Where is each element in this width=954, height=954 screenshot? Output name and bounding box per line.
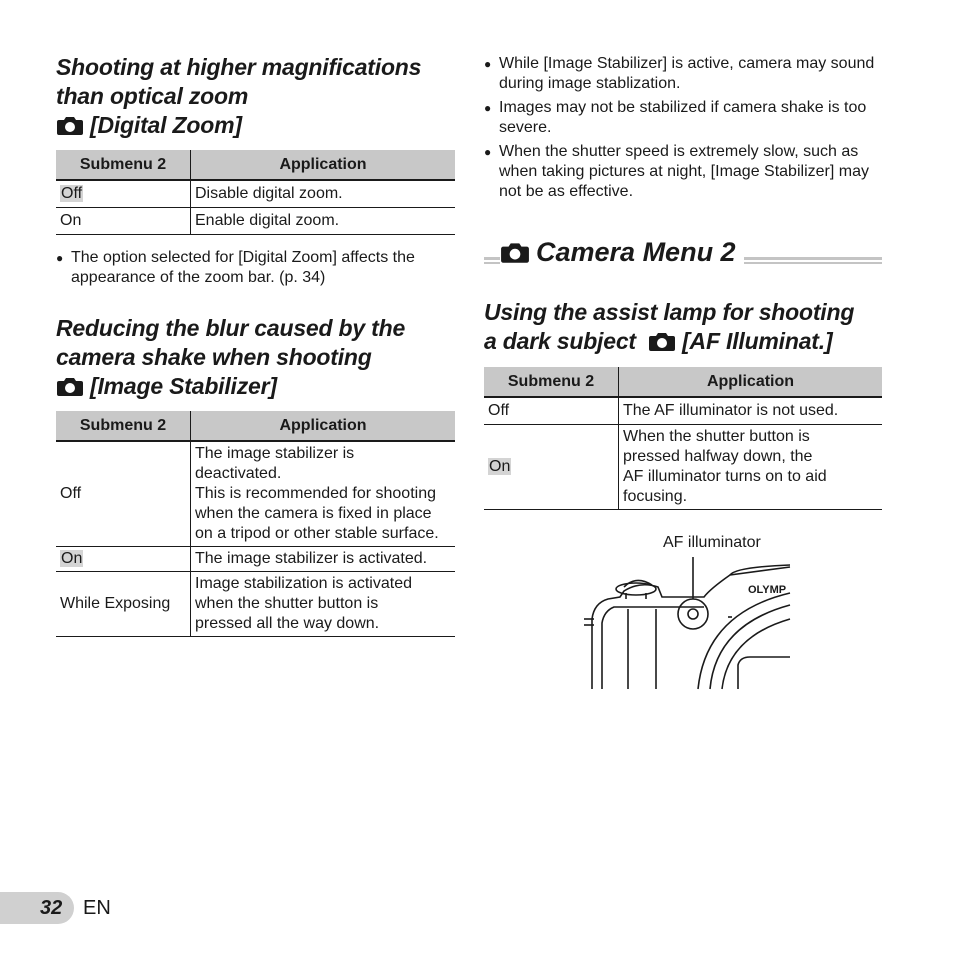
option-cell: On bbox=[56, 208, 191, 235]
camera-icon bbox=[56, 114, 84, 136]
header-submenu: Submenu 2 bbox=[56, 150, 191, 180]
af-illuminat-title: Using the assist lamp for shooting a dark subject [AF Illuminat.] bbox=[484, 299, 855, 354]
table-row bbox=[56, 208, 455, 235]
application-cell: Image stabilization is activated when the shutter button is pressed all the way down. bbox=[191, 572, 456, 637]
option-off-highlighted: Off bbox=[61, 185, 83, 202]
application-cell: Enable digital zoom. bbox=[191, 208, 456, 235]
af-illuminator-label: AF illuminator bbox=[663, 534, 761, 551]
table-row bbox=[484, 397, 882, 425]
table-header bbox=[56, 150, 455, 180]
header-submenu: Submenu 2 bbox=[484, 367, 619, 397]
digital-zoom-table bbox=[56, 150, 455, 235]
table-row bbox=[56, 572, 455, 637]
camera-icon bbox=[500, 240, 530, 264]
option-on-highlighted: On bbox=[489, 458, 511, 475]
note-item: ● Images may not be stabilized if camera shake is too severe. bbox=[484, 98, 882, 138]
af-illuminat-table bbox=[484, 367, 882, 510]
application-cell: The image stabilizer is deactivated. This is recommended for shooting when the camera is fixed in place on a tripod or other stable surface. bbox=[191, 441, 456, 547]
page-language: EN bbox=[83, 897, 111, 919]
header-application: Application bbox=[191, 411, 456, 441]
camera-menu-2-heading bbox=[484, 234, 882, 270]
option-cell: Off bbox=[56, 441, 191, 547]
option-on-highlighted: On bbox=[61, 550, 83, 567]
note-item: ● The option selected for [Digital Zoom] affects the appearance of the zoom bar. (p. 34) bbox=[56, 248, 455, 288]
digital-zoom-title: Shooting at higher magnifications than optical zoom [Digital Zoom] bbox=[56, 54, 422, 138]
table-row bbox=[56, 441, 455, 547]
note-item: ● While [Image Stabilizer] is active, camera may sound during image stablization. bbox=[484, 54, 882, 94]
table-row bbox=[56, 547, 455, 572]
header-application: Application bbox=[619, 367, 883, 397]
application-cell: Disable digital zoom. bbox=[191, 180, 456, 208]
application-cell: The image stabilizer is activated. bbox=[191, 547, 456, 572]
brand-logo-text: OLYMP bbox=[748, 584, 787, 596]
application-cell: The AF illuminator is not used. bbox=[619, 397, 883, 425]
stabilizer-notes bbox=[484, 54, 882, 206]
camera-icon bbox=[56, 375, 84, 397]
camera-illustration bbox=[580, 553, 792, 693]
page-number: 32 bbox=[40, 897, 63, 919]
note-item: ● When the shutter speed is extremely slow, such as when taking pictures at night, [Image Stabilizer] may not be as effective. bbox=[484, 142, 882, 202]
table-header bbox=[56, 411, 455, 441]
digital-zoom-notes bbox=[56, 248, 455, 292]
table-row bbox=[56, 180, 455, 208]
camera-icon bbox=[648, 330, 676, 352]
header-application: Application bbox=[191, 150, 456, 180]
application-cell: When the shutter button is pressed halfway down, the AF illuminator turns on to aid focusing. bbox=[619, 425, 883, 510]
option-cell: While Exposing bbox=[56, 572, 191, 637]
header-submenu: Submenu 2 bbox=[56, 411, 191, 441]
image-stabilizer-title: Reducing the blur caused by the camera shake when shooting [Image Stabilizer] bbox=[56, 315, 406, 399]
table-header bbox=[484, 367, 882, 397]
menu-title-text: Camera Menu 2 bbox=[536, 237, 736, 267]
option-cell: Off bbox=[484, 397, 619, 425]
image-stabilizer-table bbox=[56, 411, 455, 637]
page-number-tab bbox=[0, 892, 74, 924]
table-row bbox=[484, 425, 882, 510]
